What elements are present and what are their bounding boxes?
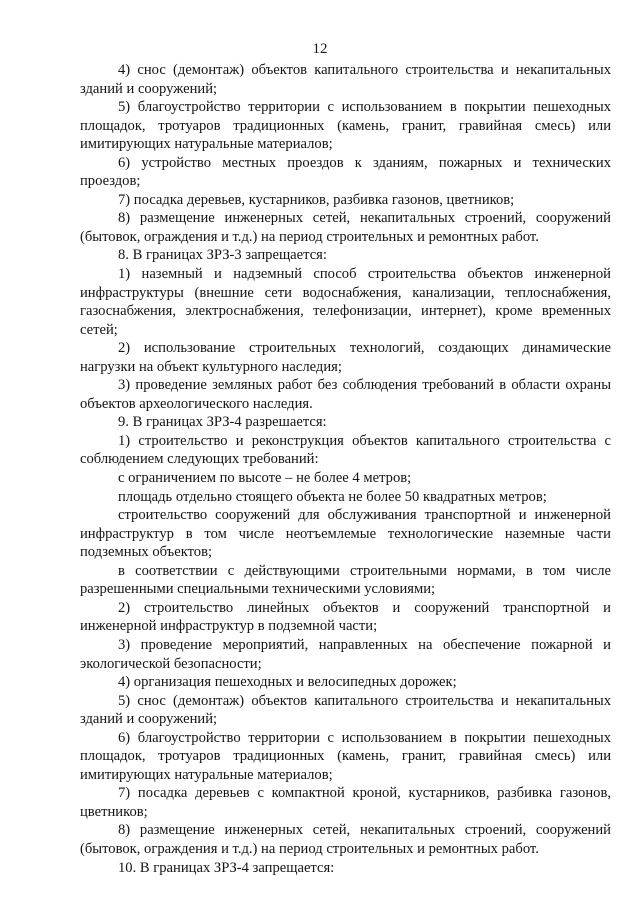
paragraph: 6) устройство местных проездов к зданиям, пожарных и технических проездов; <box>80 154 611 190</box>
section-heading: 8. В границах ЗРЗ-3 запрещается: <box>118 247 327 264</box>
paragraph: 1) строительство и реконструкция объектов капитального строительства с соблюдением следующих требований: <box>80 432 611 468</box>
page-number: 12 <box>312 41 328 57</box>
paragraph: 2) использование строительных технологий, создающих динамические нагрузки на объект культурного наследия; <box>80 340 611 375</box>
section-heading: 9. В границах ЗРЗ-4 разрешается: <box>118 414 327 431</box>
paragraph: 4) снос (демонтаж) объектов капитального строительства и некапитальных зданий и сооружений; <box>80 62 611 97</box>
paragraph: 6) благоустройство территории с использованием в покрытии пешеходных площадок, тротуаров традиционных (камень, гранит, гравийная смесь) или имитирующих натуральные материалов; <box>80 729 611 783</box>
requirement-line: строительство сооружений для обслуживания транспортной и инженерной инфраструктур в том числе неотъемлемые технологические наземные части подземных объектов; <box>80 507 611 561</box>
paragraph: 5) благоустройство территории с использованием в покрытии пешеходных площадок, тротуаров традиционных (камень, гранит, гравийная смесь) или имитирующих натуральные материалов; <box>80 99 611 153</box>
section-heading: 10. В границах ЗРЗ-4 запрещается: <box>118 859 335 876</box>
paragraph: 4) организация пешеходных и велосипедных дорожек; <box>118 674 457 691</box>
paragraph: 8) размещение инженерных сетей, некапитальных строений, сооружений (бытовок, ограждения и т.д.) на период строительных и ремонтных работ. <box>80 210 611 245</box>
requirement-line: с ограничением по высоте – не более 4 метров; <box>118 470 412 487</box>
requirement-line: в соответствии с действующими строительными нормами, в том числе разрешенными специальными техническими условиями; <box>80 562 611 598</box>
paragraph: 5) снос (демонтаж) объектов капитального строительства и некапитальных зданий и сооружений; <box>80 692 611 728</box>
paragraph: 8) размещение инженерных сетей, некапитальных строений, сооружений (бытовок, ограждения и т.д.) на период строительных и ремонтных работ. <box>80 822 611 857</box>
body-text <box>80 61 611 877</box>
paragraph: 3) проведение земляных работ без соблюдения требований в области охраны объектов археологического наследия. <box>80 377 611 412</box>
paragraph: 7) посадка деревьев с компактной кроной, кустарников, разбивка газонов, цветников; <box>80 785 611 820</box>
paragraph: 2) строительство линейных объектов и сооружений транспортной и инженерной инфраструктур в подземной части; <box>80 599 611 635</box>
requirement-line: площадь отдельно стоящего объекта не более 50 квадратных метров; <box>118 488 547 505</box>
paragraph: 7) посадка деревьев, кустарников, разбивка газонов, цветников; <box>118 191 515 208</box>
paragraph: 3) проведение мероприятий, направленных на обеспечение пожарной и экологической безопасности; <box>80 636 611 672</box>
paragraph: 1) наземный и надземный способ строительства объектов инженерной инфраструктуры (внешние сети водоснабжения, канализации, теплоснабжения, газоснабжения, электроснабжения, телефонизации, интернет), кроме временных сетей; <box>80 266 611 338</box>
